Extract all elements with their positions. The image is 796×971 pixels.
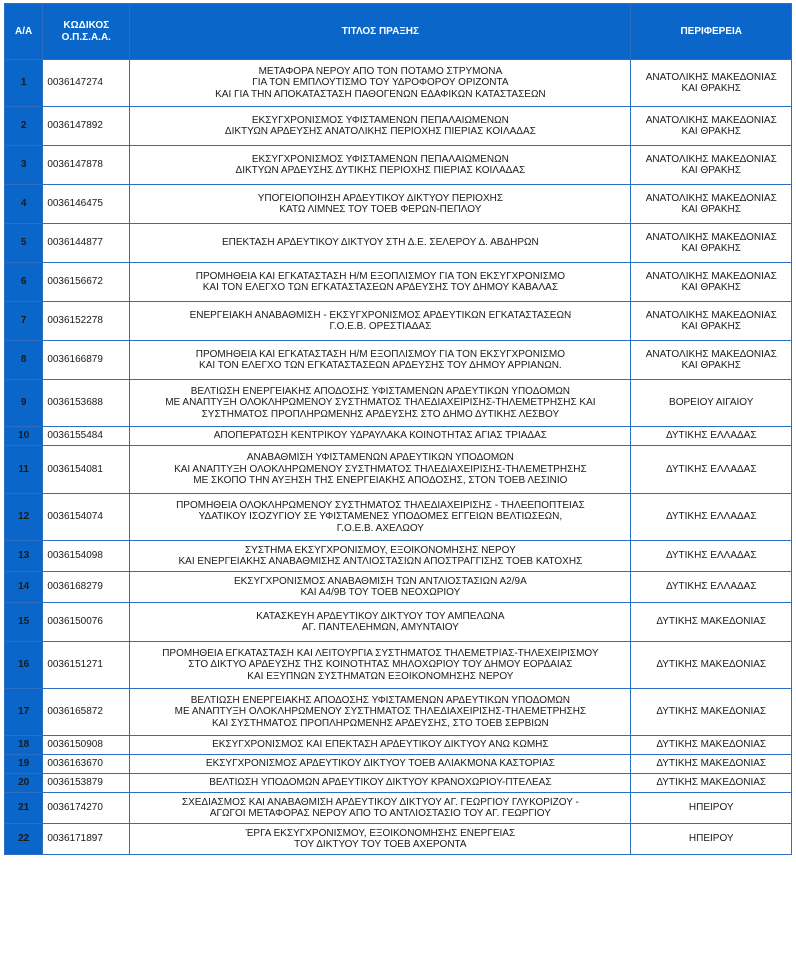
project-region-line: ΑΝΑΤΟΛΙΚΗΣ ΜΑΚΕΔΟΝΙΑΣ xyxy=(645,114,777,126)
row-number: 16 xyxy=(5,642,43,689)
project-title-line: ΤΟΥ ΔΙΚΤΥΟΥ ΤΟΥ ΤΟΕΒ ΑΧΕΡΟΝΤΑ xyxy=(294,839,467,850)
project-region-line: ΚΑΙ ΘΡΑΚΗΣ xyxy=(681,321,741,332)
project-title-line: ΑΝΑΒΑΘΜΙΣΗ ΥΦΙΣΤΑΜΕΝΩΝ ΑΡΔΕΥΤΙΚΩΝ ΥΠΟΔΟΜΩΝ xyxy=(246,452,514,464)
table-row xyxy=(5,446,792,494)
project-code: 0036168279 xyxy=(43,572,130,603)
project-title xyxy=(130,146,631,185)
row-number: 5 xyxy=(5,224,43,263)
project-title-line: ΓΙΑ ΤΟΝ ΕΜΠΛΟΥΤΙΣΜΟ ΤΟΥ ΥΔΡΟΦΟΡΟΥ ΟΡΙΖΟΝΤΑ xyxy=(252,77,509,89)
project-title-line: ΜΕ ΑΝΑΠΤΥΞΗ ΟΛΟΚΛΗΡΩΜΕΝΟΥ ΣΥΣΤΗΜΑΤΟΣ ΤΗΛΕΔΙΑΧΕΙΡΙΣΗΣ-ΤΗΛΕΜΕΤΡΗΣΗΣ ΚΑΙ xyxy=(165,397,596,409)
header-region: ΠΕΡΙΦΕΡΕΙΑ xyxy=(631,4,792,60)
table-row xyxy=(5,185,792,224)
project-code: 0036154081 xyxy=(43,446,130,494)
project-region-line: ΗΠΕΙΡΟΥ xyxy=(688,833,734,845)
project-code: 0036147892 xyxy=(43,107,130,146)
project-title xyxy=(130,774,631,793)
project-title-line: ΣΧΕΔΙΑΣΜΟΣ ΚΑΙ ΑΝΑΒΑΘΜΙΣΗ ΑΡΔΕΥΤΙΚΟΥ ΔΙΚΤΥΟΥ ΑΓ. ΓΕΩΡΓΙΟΥ ΓΛΥΚΟΡΙΖΟΥ - xyxy=(181,796,579,808)
project-region-line: ΑΝΑΤΟΛΙΚΗΣ ΜΑΚΕΔΟΝΙΑΣ xyxy=(645,348,777,360)
project-code: 0036150908 xyxy=(43,736,130,755)
project-title xyxy=(130,107,631,146)
table-row xyxy=(5,494,792,541)
project-region xyxy=(631,689,792,736)
row-number: 6 xyxy=(5,263,43,302)
header-title: ΤΙΤΛΟΣ ΠΡΑΞΗΣ xyxy=(130,4,631,60)
project-region xyxy=(631,60,792,107)
project-title-line: ΠΡΟΜΗΘΕΙΑ ΚΑΙ ΕΓΚΑΤΑΣΤΑΣΗ Η/Μ ΕΞΟΠΛΙΣΜΟΥ ΓΙΑ ΤΟΝ ΕΚΣΥΓΧΡΟΝΙΣΜΟ xyxy=(195,270,565,282)
project-title-line: Γ.Ο.Ε.Β. ΟΡΕΣΤΙΑΔΑΣ xyxy=(329,321,432,332)
row-number: 21 xyxy=(5,793,43,824)
project-title xyxy=(130,755,631,774)
project-code: 0036155484 xyxy=(43,427,130,446)
project-title xyxy=(130,824,631,855)
row-number: 3 xyxy=(5,146,43,185)
row-number: 22 xyxy=(5,824,43,855)
project-title-line: ΑΠΟΠΕΡΑΤΩΣΗ ΚΕΝΤΡΙΚΟΥ ΥΔΡΑΥΛΑΚΑ ΚΟΙΝΟΤΗΤΑΣ ΑΓΙΑΣ ΤΡΙΑΔΑΣ xyxy=(213,430,547,442)
project-region-line: ΚΑΙ ΘΡΑΚΗΣ xyxy=(681,165,741,176)
project-region-line: ΚΑΙ ΘΡΑΚΗΣ xyxy=(681,360,741,371)
project-title-line: ΕΚΣΥΓΧΡΟΝΙΣΜΟΣ ΑΡΔΕΥΤΙΚΟΥ ΔΙΚΤΥΟΥ ΤΟΕΒ ΑΛΙΑΚΜΟΝΑ ΚΑΣΤΟΡΙΑΣ xyxy=(205,758,555,770)
project-region-line: ΔΥΤΙΚΗΣ ΜΑΚΕΔΟΝΙΑΣ xyxy=(656,777,767,789)
project-title-line: ΣΤΟ ΔΙΚΤΥΟ ΑΡΔΕΥΣΗΣ ΤΗΣ ΚΟΙΝΟΤΗΤΑΣ ΜΗΛΟΧΩΡΙΟΥ ΤΟΥ ΔΗΜΟΥ ΕΟΡΔΑΙΑΣ xyxy=(188,659,573,671)
project-region-line: ΔΥΤΙΚΗΣ ΕΛΛΑΔΑΣ xyxy=(665,511,757,523)
project-title-line: ΚΑΙ ΤΟΝ ΕΛΕΓΧΟ ΤΩΝ ΕΓΚΑΤΑΣΤΑΣΕΩΝ ΑΡΔΕΥΣΗΣ ΤΟΥ ΔΗΜΟΥ ΚΑΒΑΛΑΣ xyxy=(202,282,559,293)
table-header xyxy=(5,4,792,60)
project-region xyxy=(631,302,792,341)
project-region-line: ΚΑΙ ΘΡΑΚΗΣ xyxy=(681,126,741,137)
project-title xyxy=(130,689,631,736)
project-title-line: ΚΑΙ Α4/9Β ΤΟΥ ΤΟΕΒ ΝΕΟΧΩΡΙΟΥ xyxy=(300,587,461,598)
table-row xyxy=(5,824,792,855)
row-number: 13 xyxy=(5,541,43,572)
table-row xyxy=(5,107,792,146)
project-title-line: ΔΙΚΤΥΩΝ ΑΡΔΕΥΣΗΣ ΔΥΤΙΚΗΣ ΠΕΡΙΟΧΗΣ ΠΙΕΡΙΑΣ ΚΟΙΛΑΔΑΣ xyxy=(235,165,526,176)
header-code-line: Ο.Π.Σ.Α.Α. xyxy=(61,31,111,43)
row-number: 20 xyxy=(5,774,43,793)
project-code: 0036147274 xyxy=(43,60,130,107)
project-title-line: ΚΑΤΩ ΛΙΜΝΕΣ ΤΟΥ ΤΟΕΒ ΦΕΡΩΝ-ΠΕΠΛΟΥ xyxy=(279,204,482,215)
project-title xyxy=(130,224,631,263)
project-code: 0036166879 xyxy=(43,341,130,380)
project-title-line: ΥΔΑΤΙΚΟΥ ΙΣΟΖΥΓΙΟΥ ΣΕ ΥΦΙΣΤΑΜΕΝΕΣ ΥΠΟΔΟΜΕΣ ΕΓΓΕΙΩΝ ΒΕΛΤΙΩΣΕΩΝ, xyxy=(198,511,563,523)
project-title-line: ΕΚΣΥΓΧΡΟΝΙΣΜΟΣ ΥΦΙΣΤΑΜΕΝΩΝ ΠΕΠΑΛΑΙΩΜΕΝΩΝ xyxy=(251,153,509,165)
project-title xyxy=(130,302,631,341)
table-row xyxy=(5,689,792,736)
project-title-line: ΕΚΣΥΓΧΡΟΝΙΣΜΟΣ ΑΝΑΒΑΘΜΙΣΗ ΤΩΝ ΑΝΤΛΙΟΣΤΑΣΙΩΝ Α2/9Α xyxy=(233,575,527,587)
project-region-line: ΚΑΙ ΘΡΑΚΗΣ xyxy=(681,243,741,254)
project-title xyxy=(130,541,631,572)
project-code: 0036147878 xyxy=(43,146,130,185)
project-title xyxy=(130,572,631,603)
project-title xyxy=(130,793,631,824)
project-title xyxy=(130,380,631,427)
table-row xyxy=(5,224,792,263)
project-region xyxy=(631,263,792,302)
table-row xyxy=(5,736,792,755)
project-code: 0036165872 xyxy=(43,689,130,736)
table-row xyxy=(5,642,792,689)
project-code: 0036163670 xyxy=(43,755,130,774)
table-body xyxy=(5,60,792,855)
project-region-line: ΒΟΡΕΙΟΥ ΑΙΓΑΙΟΥ xyxy=(669,397,754,409)
project-region xyxy=(631,224,792,263)
project-region xyxy=(631,341,792,380)
project-region-line: ΑΝΑΤΟΛΙΚΗΣ ΜΑΚΕΔΟΝΙΑΣ xyxy=(645,71,777,83)
project-title xyxy=(130,642,631,689)
project-title-line: ΑΓΩΓΟΙ ΜΕΤΑΦΟΡΑΣ ΝΕΡΟΥ ΑΠΟ ΤΟ ΑΝΤΛΙΟΣΤΑΣΙΟ ΤΟΥ ΑΓ. ΓΕΩΡΓΙΟΥ xyxy=(209,808,551,819)
project-title-line: ΚΑΤΑΣΚΕΥΗ ΑΡΔΕΥΤΙΚΟΥ ΔΙΚΤΥΟΥ ΤΟΥ ΑΜΠΕΛΩΝΑ xyxy=(256,610,505,622)
project-code: 0036153879 xyxy=(43,774,130,793)
project-title-line: ΈΡΓΑ ΕΚΣΥΓΧΡΟΝΙΣΜΟΥ, ΕΞΟΙΚΟΝΟΜΗΣΗΣ ΕΝΕΡΓΕΙΑΣ xyxy=(245,827,516,839)
project-title-line: ΠΡΟΜΗΘΕΙΑ ΟΛΟΚΛΗΡΩΜΕΝΟΥ ΣΥΣΤΗΜΑΤΟΣ ΤΗΛΕΔΙΑΧΕΙΡΙΣΗΣ - ΤΗΛΕΕΠΟΠΤΕΙΑΣ xyxy=(176,499,585,511)
row-number: 12 xyxy=(5,494,43,541)
project-title-line: ΣΥΣΤΗΜΑΤΟΣ ΠΡΟΠΛΗΡΩΜΕΝΗΣ ΑΡΔΕΥΣΗΣ ΣΤΟ ΔΗΜΟ ΔΥΤΙΚΗΣ ΛΕΣΒΟΥ xyxy=(201,408,560,420)
project-region-line: ΔΥΤΙΚΗΣ ΜΑΚΕΔΟΝΙΑΣ xyxy=(656,758,767,770)
projects-table xyxy=(4,3,792,855)
project-code: 0036146475 xyxy=(43,185,130,224)
project-title-line: ΥΠΟΓΕΙΟΠΟΙΗΣΗ ΑΡΔΕΥΤΙΚΟΥ ΔΙΚΤΥΟΥ ΠΕΡΙΟΧΗΣ xyxy=(257,192,504,204)
project-title-line: ΕΚΣΥΓΧΡΟΝΙΣΜΟΣ ΚΑΙ ΕΠΕΚΤΑΣΗ ΑΡΔΕΥΤΙΚΟΥ ΔΙΚΤΥΟΥ ΑΝΩ ΚΩΜΗΣ xyxy=(212,739,549,751)
project-title-line: ΣΥΣΤΗΜΑ ΕΚΣΥΓΧΡΟΝΙΣΜΟΥ, ΕΞΟΙΚΟΝΟΜΗΣΗΣ ΝΕΡΟΥ xyxy=(244,544,516,556)
header-code-line: ΚΩΔΙΚΟΣ xyxy=(63,19,110,31)
project-title xyxy=(130,427,631,446)
project-title xyxy=(130,341,631,380)
project-title-line: ΕΠΕΚΤΑΣΗ ΑΡΔΕΥΤΙΚΟΥ ΔΙΚΤΥΟΥ ΣΤΗ Δ.Ε. ΣΕΛΕΡΟΥ Δ. ΑΒΔΗΡΩΝ xyxy=(221,237,539,249)
project-title-line: ΚΑΙ ΣΥΣΤΗΜΑΤΟΣ ΠΡΟΠΛΗΡΩΜΕΝΗΣ ΑΡΔΕΥΣΗΣ, ΣΤΟ ΤΟΕΒ ΣΕΡΒΙΩΝ xyxy=(212,717,549,729)
table-row xyxy=(5,146,792,185)
project-code: 0036150076 xyxy=(43,603,130,642)
row-number: 1 xyxy=(5,60,43,107)
project-title-line: ΠΡΟΜΗΘΕΙΑ ΚΑΙ ΕΓΚΑΤΑΣΤΑΣΗ Η/Μ ΕΞΟΠΛΙΣΜΟΥ ΓΙΑ ΤΟΝ ΕΚΣΥΓΧΡΟΝΙΣΜΟ xyxy=(195,348,565,360)
project-title-line: ΒΕΛΤΙΩΣΗ ΥΠΟΔΟΜΩΝ ΑΡΔΕΥΤΙΚΟΥ ΔΙΚΤΥΟΥ ΚΡΑΝΟΧΩΡΙΟΥ-ΠΤΕΛΕΑΣ xyxy=(209,777,552,789)
project-region xyxy=(631,427,792,446)
project-region-line: ΑΝΑΤΟΛΙΚΗΣ ΜΑΚΕΔΟΝΙΑΣ xyxy=(645,270,777,282)
header-code xyxy=(43,4,130,60)
table-row xyxy=(5,755,792,774)
project-region-line: ΔΥΤΙΚΗΣ ΕΛΛΑΔΑΣ xyxy=(665,581,757,593)
project-region-line: ΚΑΙ ΘΡΑΚΗΣ xyxy=(681,282,741,293)
table-row xyxy=(5,793,792,824)
project-title xyxy=(130,263,631,302)
project-region-line: ΗΠΕΙΡΟΥ xyxy=(688,802,734,814)
table-row xyxy=(5,60,792,107)
project-region-line: ΔΥΤΙΚΗΣ ΜΑΚΕΔΟΝΙΑΣ xyxy=(656,706,767,718)
project-code: 0036151271 xyxy=(43,642,130,689)
table-row xyxy=(5,541,792,572)
project-code: 0036171897 xyxy=(43,824,130,855)
project-title xyxy=(130,60,631,107)
project-code: 0036156672 xyxy=(43,263,130,302)
project-code: 0036144877 xyxy=(43,224,130,263)
project-region-line: ΑΝΑΤΟΛΙΚΗΣ ΜΑΚΕΔΟΝΙΑΣ xyxy=(645,192,777,204)
project-title xyxy=(130,603,631,642)
row-number: 9 xyxy=(5,380,43,427)
row-number: 18 xyxy=(5,736,43,755)
row-number: 17 xyxy=(5,689,43,736)
project-region-line: ΑΝΑΤΟΛΙΚΗΣ ΜΑΚΕΔΟΝΙΑΣ xyxy=(645,231,777,243)
project-title-line: ΑΓ. ΠΑΝΤΕΛΕΗΜΩΝ, ΑΜΥΝΤΑΙΟΥ xyxy=(301,622,459,633)
project-region xyxy=(631,185,792,224)
row-number: 4 xyxy=(5,185,43,224)
table-row xyxy=(5,774,792,793)
project-region-line: ΑΝΑΤΟΛΙΚΗΣ ΜΑΚΕΔΟΝΙΑΣ xyxy=(645,309,777,321)
project-title-line: ΜΕ ΣΚΟΠΟ ΤΗΝ ΑΥΞΗΣΗ ΤΗΣ ΕΝΕΡΓΕΙΑΚΗΣ ΑΠΟΔΟΣΗΣ, ΣΤΟΝ ΤΟΕΒ ΛΕΣΙΝΙΟ xyxy=(193,475,568,487)
row-number: 15 xyxy=(5,603,43,642)
project-region xyxy=(631,572,792,603)
project-code: 0036153688 xyxy=(43,380,130,427)
project-region xyxy=(631,736,792,755)
header-num: Α/Α xyxy=(5,4,43,60)
project-region xyxy=(631,146,792,185)
table-row xyxy=(5,263,792,302)
project-title-line: ΒΕΛΤΙΩΣΗ ΕΝΕΡΓΕΙΑΚΗΣ ΑΠΟΔΟΣΗΣ ΥΦΙΣΤΑΜΕΝΩΝ ΑΡΔΕΥΤΙΚΩΝ ΥΠΟΔΟΜΩΝ xyxy=(190,694,571,706)
project-region-line: ΑΝΑΤΟΛΙΚΗΣ ΜΑΚΕΔΟΝΙΑΣ xyxy=(645,153,777,165)
project-region xyxy=(631,774,792,793)
project-title-line: ΕΚΣΥΓΧΡΟΝΙΣΜΟΣ ΥΦΙΣΤΑΜΕΝΩΝ ΠΕΠΑΛΑΙΩΜΕΝΩΝ xyxy=(251,114,509,126)
project-region xyxy=(631,755,792,774)
project-title-line: ΕΝΕΡΓΕΙΑΚΗ ΑΝΑΒΑΘΜΙΣΗ - ΕΚΣΥΓΧΡΟΝΙΣΜΟΣ ΑΡΔΕΥΤΙΚΩΝ ΕΓΚΑΤΑΣΤΑΣΕΩΝ xyxy=(189,309,572,321)
project-region xyxy=(631,793,792,824)
project-region xyxy=(631,446,792,494)
project-title-line: ΒΕΛΤΙΩΣΗ ΕΝΕΡΓΕΙΑΚΗΣ ΑΠΟΔΟΣΗΣ ΥΦΙΣΤΑΜΕΝΩΝ ΑΡΔΕΥΤΙΚΩΝ ΥΠΟΔΟΜΩΝ xyxy=(190,385,571,397)
project-title xyxy=(130,446,631,494)
table-row xyxy=(5,427,792,446)
table-row xyxy=(5,302,792,341)
project-region xyxy=(631,380,792,427)
project-region-line: ΔΥΤΙΚΗΣ ΕΛΛΑΔΑΣ xyxy=(665,550,757,562)
row-number: 19 xyxy=(5,755,43,774)
row-number: 2 xyxy=(5,107,43,146)
project-title-line: ΔΙΚΤΥΩΝ ΑΡΔΕΥΣΗΣ ΑΝΑΤΟΛΙΚΗΣ ΠΕΡΙΟΧΗΣ ΠΙΕΡΙΑΣ ΚΟΙΛΑΔΑΣ xyxy=(224,126,536,137)
table-row xyxy=(5,572,792,603)
project-title-line: ΚΑΙ ΓΙΑ ΤΗΝ ΑΠΟΚΑΤΑΣΤΑΣΗ ΠΑΘΟΓΕΝΩΝ ΕΔΑΦΙΚΩΝ ΚΑΤΑΣΤΑΣΕΩΝ xyxy=(215,88,546,100)
project-title-line: ΚΑΙ ΑΝΑΠΤΥΞΗ ΟΛΟΚΛΗΡΩΜΕΝΟΥ ΣΥΣΤΗΜΑΤΟΣ ΤΗΛΕΔΙΑΧΕΙΡΙΣΗΣ-ΤΗΛΕΜΕΤΡΗΣΗΣ xyxy=(174,463,587,475)
row-number: 11 xyxy=(5,446,43,494)
table-row xyxy=(5,341,792,380)
table-row xyxy=(5,380,792,427)
row-number: 7 xyxy=(5,302,43,341)
row-number: 10 xyxy=(5,427,43,446)
project-region-line: ΔΥΤΙΚΗΣ ΜΑΚΕΔΟΝΙΑΣ xyxy=(656,739,767,751)
project-region xyxy=(631,107,792,146)
project-region-line: ΔΥΤΙΚΗΣ ΕΛΛΑΔΑΣ xyxy=(665,430,757,442)
header-row xyxy=(5,4,792,60)
row-number: 8 xyxy=(5,341,43,380)
project-region-line: ΔΥΤΙΚΗΣ ΜΑΚΕΔΟΝΙΑΣ xyxy=(656,616,767,628)
project-title-line: Γ.Ο.Ε.Β. ΑΧΕΛΩΟΥ xyxy=(336,522,424,534)
project-code: 0036174270 xyxy=(43,793,130,824)
project-region xyxy=(631,541,792,572)
project-region xyxy=(631,824,792,855)
project-title-line: ΠΡΟΜΗΘΕΙΑ ΕΓΚΑΤΑΣΤΑΣΗ ΚΑΙ ΛΕΙΤΟΥΡΓΙΑ ΣΥΣΤΗΜΑΤΟΣ ΤΗΛΕΜΕΤΡΙΑΣ-ΤΗΛΕΧΕΙΡΙΣΜΟΥ xyxy=(162,647,599,659)
project-region-line: ΚΑΙ ΘΡΑΚΗΣ xyxy=(681,204,741,215)
project-region xyxy=(631,603,792,642)
project-title-line: ΚΑΙ ΤΟΝ ΕΛΕΓΧΟ ΤΩΝ ΕΓΚΑΤΑΣΤΑΣΕΩΝ ΑΡΔΕΥΣΗΣ ΤΟΥ ΔΗΜΟΥ ΑΡΡΙΑΝΩΝ. xyxy=(199,360,562,371)
project-title-line: ΜΕΤΑΦΟΡΑ ΝΕΡΟΥ ΑΠΟ ΤΟΝ ΠΟΤΑΜΟ ΣΤΡΥΜΟΝΑ xyxy=(258,65,503,77)
project-code: 0036152278 xyxy=(43,302,130,341)
project-region-line: ΚΑΙ ΘΡΑΚΗΣ xyxy=(681,83,741,94)
project-code: 0036154074 xyxy=(43,494,130,541)
project-region xyxy=(631,642,792,689)
project-title xyxy=(130,736,631,755)
project-region-line: ΔΥΤΙΚΗΣ ΕΛΛΑΔΑΣ xyxy=(665,463,757,475)
project-region xyxy=(631,494,792,541)
row-number: 14 xyxy=(5,572,43,603)
project-region-line: ΔΥΤΙΚΗΣ ΜΑΚΕΔΟΝΙΑΣ xyxy=(656,659,767,671)
project-title-line: ΚΑΙ ΕΞΥΠΝΩΝ ΣΥΣΤΗΜΑΤΩΝ ΕΞΟΙΚΟΝΟΜΗΣΗΣ ΝΕΡΟΥ xyxy=(247,670,514,682)
project-title-line: ΚΑΙ ΕΝΕΡΓΕΙΑΚΗΣ ΑΝΑΒΑΘΜΙΣΗΣ ΑΝΤΛΙΟΣΤΑΣΙΩΝ ΑΠΟΣΤΡΑΓΓΙΣΗΣ ΤΟΕΒ ΚΑΤΟΧΗΣ xyxy=(178,556,583,567)
table-row xyxy=(5,603,792,642)
project-code: 0036154098 xyxy=(43,541,130,572)
project-title xyxy=(130,185,631,224)
project-title xyxy=(130,494,631,541)
project-title-line: ΜΕ ΑΝΑΠΤΥΞΗ ΟΛΟΚΛΗΡΩΜΕΝΟΥ ΣΥΣΤΗΜΑΤΟΣ ΤΗΛΕΔΙΑΧΕΙΡΙΣΗΣ-ΤΗΛΕΜΕΤΡΗΣΗΣ xyxy=(174,706,587,718)
